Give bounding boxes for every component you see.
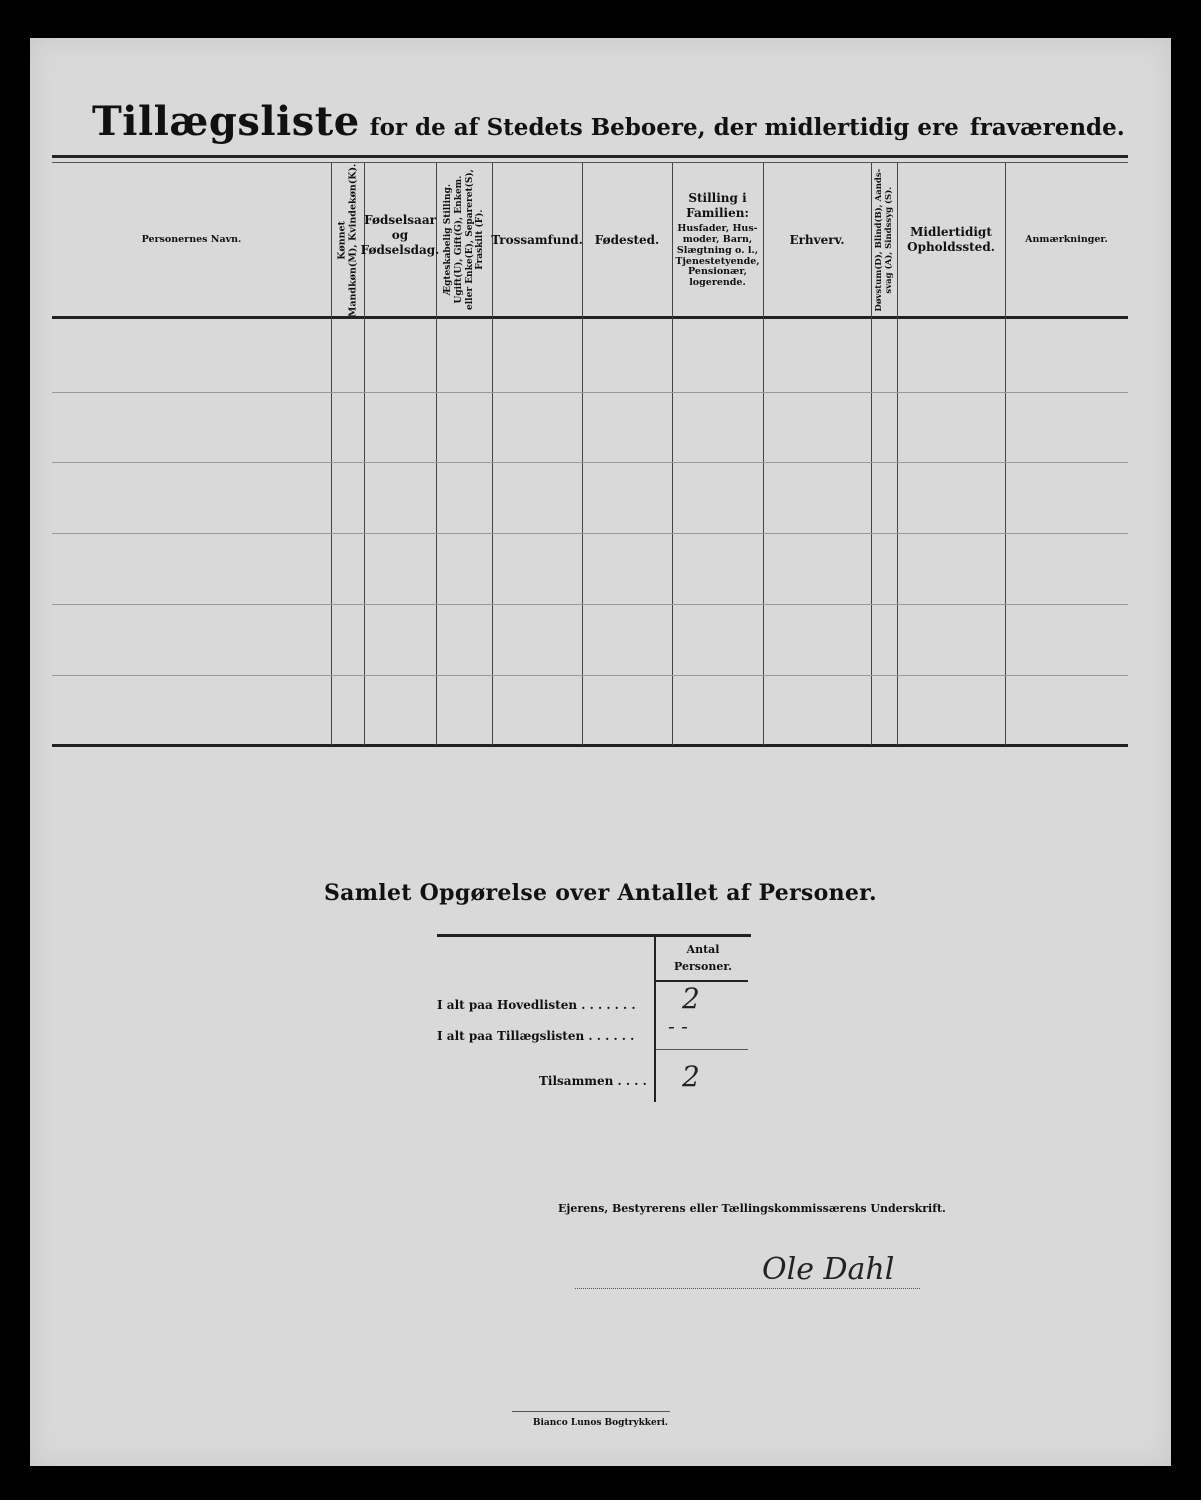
table-top-rule xyxy=(52,155,1128,158)
title-subtitle: for de af Stedets Beboere, der midlertidig ere xyxy=(369,114,959,141)
summary-row-label: Tilsammen . . . . xyxy=(539,1074,647,1088)
header-bottom-rule xyxy=(52,316,1128,319)
title-main: Tillægsliste xyxy=(92,98,360,145)
summary-row-value: 2 xyxy=(682,1060,700,1093)
header-anmaerkninger: Anmærkninger. xyxy=(1025,234,1108,246)
header-kjonnet: Kønnet Mandkøn(M), Kvindekøn(K). xyxy=(336,163,359,317)
table-row-rule xyxy=(52,604,1128,605)
summary-sub-rule xyxy=(656,1049,748,1050)
summary-row-label: I alt paa Tillægslisten . . . . . . xyxy=(437,1029,635,1043)
table-row-rule xyxy=(52,675,1128,676)
header-opholdssted: Midlertidigt Opholdssted. xyxy=(907,225,995,254)
signature-caption: Ejerens, Bestyrerens eller Tællingskommissærens Underskrift. xyxy=(558,1202,946,1215)
header-navn: Personernes Navn. xyxy=(141,234,242,246)
header-trossamfund: Trossamfund. xyxy=(491,232,583,247)
header-aegteskab: Ægteskabelig Stilling. Ugift(U), Gift(G), Enkem. eller Enke(E), Separeret(S), Fraskilt (F). xyxy=(442,169,485,311)
table-row-rule xyxy=(52,462,1128,463)
summary-top-rule xyxy=(437,934,751,937)
antal-personer-header: Antal Personer. xyxy=(674,943,732,973)
summary-title: Samlet Opgørelse over Antallet af Personer. xyxy=(323,880,877,906)
header-stilling: Stilling i Familien: Husfader, Hus- moder, Barn, Slægtning o. l., Tjenestetyende, Pensionær, logerende. xyxy=(675,190,760,289)
table-bottom-rule xyxy=(52,744,1128,747)
printer-imprint: Bianco Lunos Bogtrykkeri. xyxy=(532,1418,669,1428)
table-top-rule-thin xyxy=(52,162,1128,163)
header-fodselsaar: Fødselsaar og Fødselsdag. xyxy=(360,212,440,257)
table-row-rule xyxy=(52,392,1128,393)
header-dovstum: Døvstum(D), Blind(B), Aands- svag (A), Sindssyg (S). xyxy=(873,168,894,312)
form-title xyxy=(92,98,1142,148)
title-emphasis: fraværende. xyxy=(969,114,1125,141)
header-erhverv: Erhverv. xyxy=(789,232,845,247)
header-fodested: Fødested. xyxy=(594,232,660,247)
summary-row-label: I alt paa Hovedlisten . . . . . . . xyxy=(437,998,636,1012)
signature-line xyxy=(575,1288,920,1289)
printer-rule xyxy=(512,1411,670,1412)
summary-divider xyxy=(654,937,656,1102)
summary-row-value: 2 xyxy=(682,982,700,1015)
summary-row-value: - - xyxy=(668,1014,688,1038)
table-row-rule xyxy=(52,533,1128,534)
summary-header-rule xyxy=(656,980,748,982)
signature-name: Ole Dahl xyxy=(762,1252,895,1287)
